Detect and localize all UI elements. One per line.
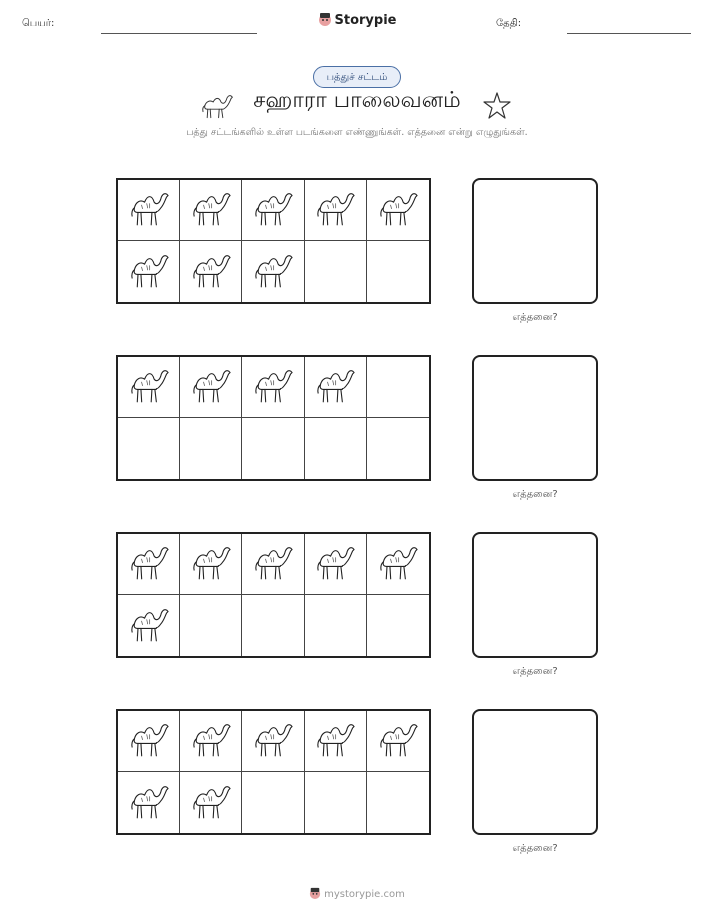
camel-icon (376, 538, 420, 590)
camel-icon (189, 246, 233, 298)
storypie-logo-icon (309, 887, 321, 899)
ten-frame-cell (180, 357, 242, 418)
ten-frame-cell (367, 772, 429, 833)
answer-label: எத்தனை? (512, 843, 558, 854)
date-line[interactable] (567, 33, 691, 34)
ten-frame-cell (180, 180, 242, 241)
ten-frame-cell (118, 711, 180, 772)
worksheet-type-badge: பத்துச் சட்டம் (313, 66, 401, 88)
answer-label: எத்தனை? (512, 489, 558, 500)
camel-icon (127, 777, 171, 829)
camel-icon (127, 600, 171, 652)
camel-icon (189, 361, 233, 413)
camel-icon (251, 184, 295, 236)
ten-frame-cell (367, 241, 429, 302)
ten-frame-cell (305, 772, 367, 833)
ten-frame-cell (180, 241, 242, 302)
ten-frame (116, 532, 431, 658)
camel-icon (313, 361, 357, 413)
ten-frame-cell (305, 595, 367, 656)
answer-label: எத்தனை? (512, 312, 558, 323)
name-label: பெயர்: (22, 18, 55, 29)
footer-url: mystorypie.com (324, 889, 405, 900)
camel-icon (313, 538, 357, 590)
camel-icon (251, 715, 295, 767)
answer-box[interactable] (472, 709, 598, 835)
ten-frame-cell (305, 241, 367, 302)
camel-icon (127, 184, 171, 236)
ten-frame-cell (367, 595, 429, 656)
date-label: தேதி: (496, 18, 522, 29)
ten-frame-cell (305, 418, 367, 479)
camel-icon (127, 361, 171, 413)
ten-frame-cell (242, 180, 304, 241)
camel-icon (189, 538, 233, 590)
ten-frame-cell (180, 534, 242, 595)
ten-frame-cell (118, 180, 180, 241)
ten-frame-cell (242, 711, 304, 772)
camel-icon (313, 184, 357, 236)
camel-icon (127, 538, 171, 590)
ten-frame-cell (180, 595, 242, 656)
ten-frame-cell (118, 357, 180, 418)
ten-frame-cell (118, 534, 180, 595)
ten-frame-cell (367, 711, 429, 772)
ten-frame-cell (118, 772, 180, 833)
answer-box[interactable] (472, 355, 598, 481)
storypie-logo-icon (318, 12, 332, 26)
ten-frame-cell (118, 418, 180, 479)
ten-frame-cell (305, 534, 367, 595)
camel-icon (127, 246, 171, 298)
camel-icon (376, 184, 420, 236)
ten-frame-cell (305, 357, 367, 418)
ten-frame-cell (305, 180, 367, 241)
ten-frame-cell (118, 241, 180, 302)
ten-frame-cell (305, 711, 367, 772)
ten-frame-cell (180, 772, 242, 833)
ten-frame-cell (118, 595, 180, 656)
camel-icon (189, 715, 233, 767)
ten-frame-cell (367, 180, 429, 241)
answer-box[interactable] (472, 532, 598, 658)
name-line[interactable] (101, 33, 257, 34)
ten-frame-cell (180, 418, 242, 479)
ten-frame-cell (242, 534, 304, 595)
ten-frame-cell (180, 711, 242, 772)
ten-frame-cell (367, 357, 429, 418)
ten-frame-cell (367, 534, 429, 595)
answer-box[interactable] (472, 178, 598, 304)
camel-icon (251, 246, 295, 298)
ten-frame (116, 709, 431, 835)
ten-frame-cell (242, 241, 304, 302)
camel-icon (127, 715, 171, 767)
camel-icon (251, 361, 295, 413)
instructions: பத்து சட்டங்களில் உள்ள படங்களை எண்ணுங்கள். எத்தனை என்று எழுதுங்கள். (186, 127, 528, 138)
page-title: சஹாரா பாலைவனம் (253, 88, 461, 113)
camel-icon (376, 715, 420, 767)
answer-label: எத்தனை? (512, 666, 558, 677)
brand (0, 12, 714, 28)
ten-frame-cell (367, 418, 429, 479)
ten-frame-cell (242, 595, 304, 656)
star-icon (482, 91, 512, 121)
camel-icon (251, 538, 295, 590)
ten-frame-cell (242, 357, 304, 418)
ten-frame-cell (242, 418, 304, 479)
ten-frame-cell (242, 772, 304, 833)
camel-icon (189, 184, 233, 236)
footer (0, 887, 714, 900)
brand-name: Storypie (334, 13, 397, 28)
camel-icon (313, 715, 357, 767)
ten-frame (116, 355, 431, 481)
camel-icon (189, 777, 233, 829)
ten-frame (116, 178, 431, 304)
